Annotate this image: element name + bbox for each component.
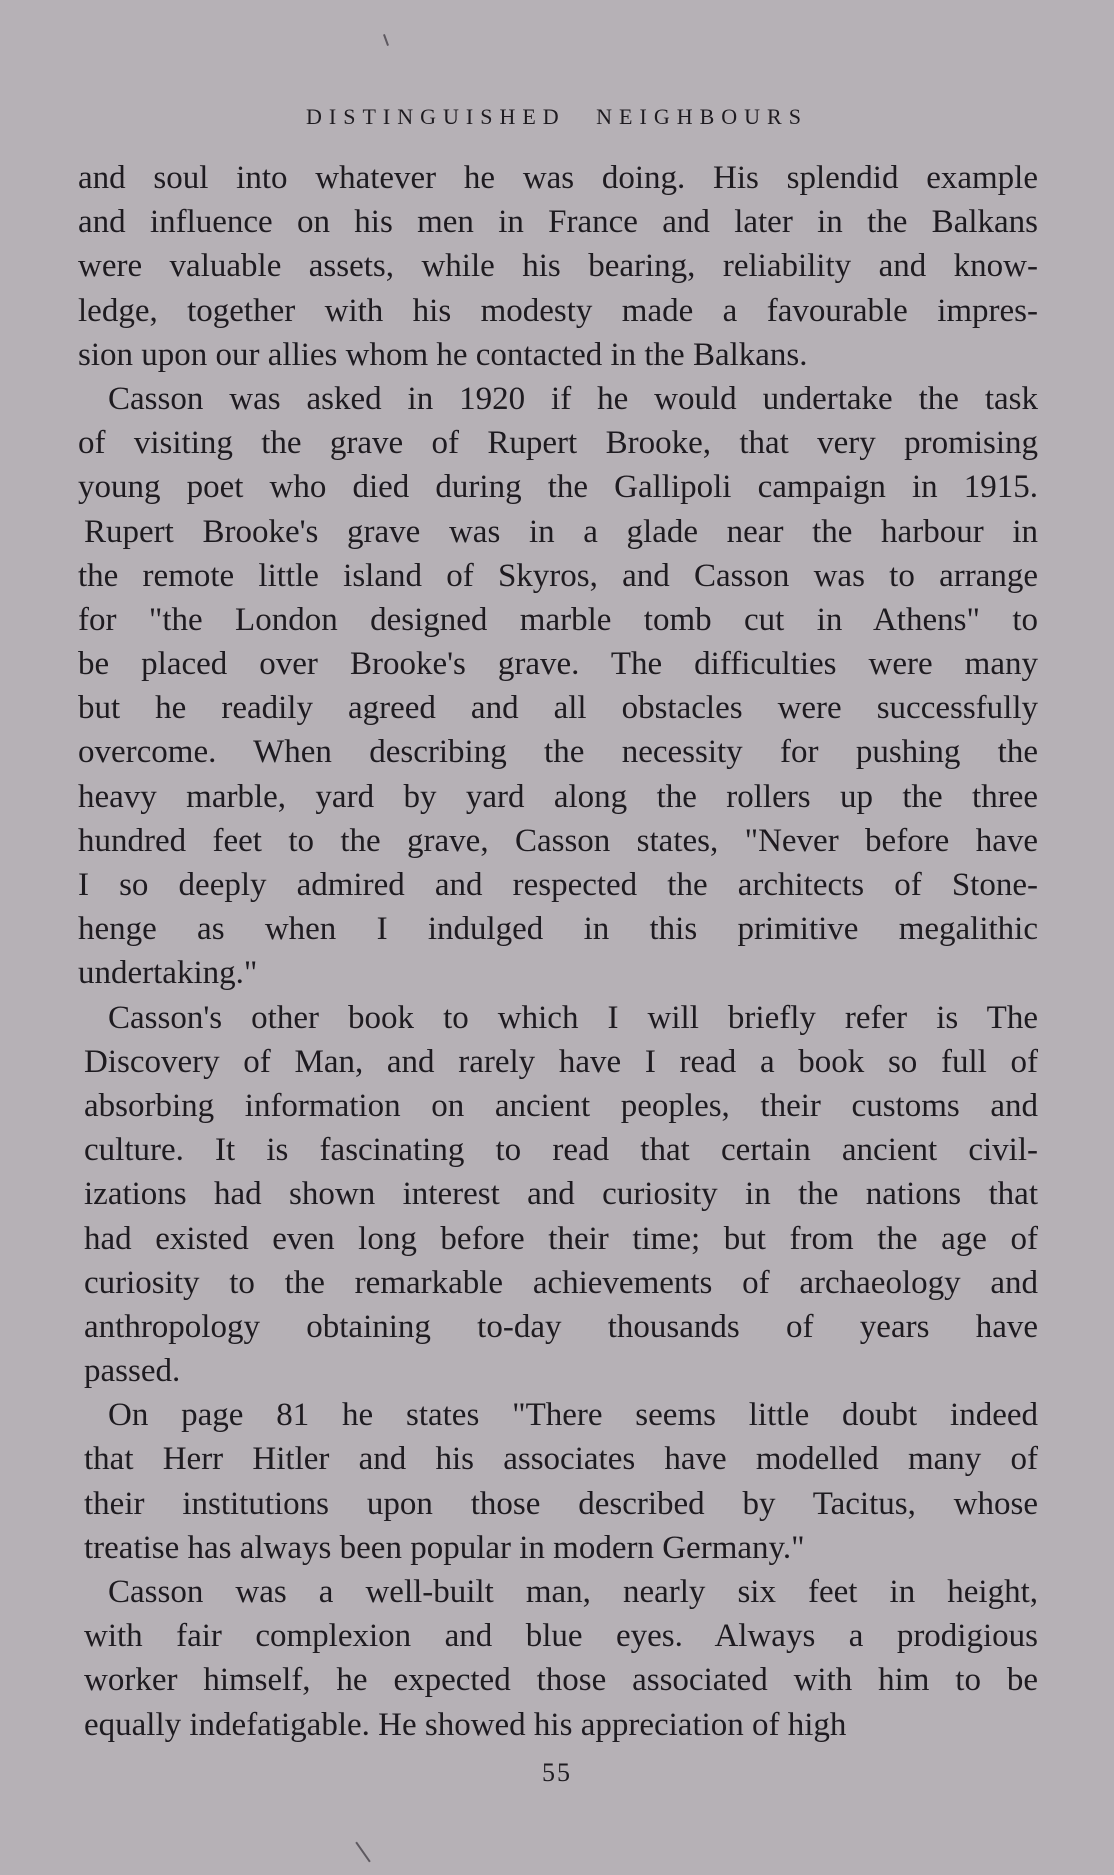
text-line: sion upon our allies whom he contacted in the Balkans. [78,336,808,373]
text-line: treatise has always been popular in modern Germany." [84,1529,805,1566]
text-line: Casson was asked in 1920 if he would undertake the task [108,380,1038,417]
text-line: undertaking." [78,955,258,992]
text-line: young poet who died during the Gallipoli campaign in 1915. [78,469,1038,506]
text-line: culture. It is fascinating to read that certain ancient civil- [84,1132,1038,1169]
text-line: the remote little island of Skyros, and Casson was to arrange [78,557,1038,594]
text-line: ledge, together with his modesty made a favourable impres- [78,292,1038,329]
text-line: Discovery of Man, and rarely have I read a book so full of [84,1043,1038,1080]
text-line: of visiting the grave of Rupert Brooke, that very promising [78,425,1038,462]
text-line: curiosity to the remarkable achievements of archaeology and [84,1264,1038,1301]
text-line: On page 81 he states "There seems little doubt indeed [108,1397,1038,1434]
text-line: and influence on his men in France and later in the Balkans [78,204,1038,241]
text-line: and soul into whatever he was doing. His splendid example [78,160,1038,196]
text-line: be placed over Brooke's grave. The difficulties were many [78,646,1038,683]
text-line: their institutions upon those described by Tacitus, whose [84,1485,1038,1522]
text-line: Casson's other book to which I will briefly refer is The [108,999,1038,1036]
text-line: for "the London designed marble tomb cut in Athens" to [78,601,1038,638]
text-line: heavy marble, yard by yard along the rollers up the three [78,778,1038,815]
text-line: izations had shown interest and curiosity in the nations that [84,1176,1038,1213]
text-line: Casson was a well-built man, nearly six feet in height, [108,1574,1038,1610]
text-line: were valuable assets, while his bearing, reliability and know- [78,248,1038,285]
text-line: I so deeply admired and respected the architects of Stone- [78,867,1038,903]
page-mark [355,1842,370,1863]
text-line: anthropology obtaining to-day thousands of years have [84,1308,1038,1345]
text-line: with fair complexion and blue eyes. Always a prodigious [84,1618,1038,1655]
text-line: absorbing information on ancient peoples, their customs and [84,1087,1038,1124]
page-number: 55 [542,1758,572,1787]
text-line: equally indefatigable. He showed his appreciation of high [84,1706,847,1743]
text-line: Rupert Brooke's grave was in a glade near the harbour in [84,513,1038,550]
text-line: that Herr Hitler and his associates have modelled many of [84,1441,1038,1478]
body-text [78,156,1038,1747]
text-line: but he readily agreed and all obstacles were successfully [78,690,1038,727]
text-line: henge as when I indulged in this primitive megalithic [78,911,1038,948]
page-mark [383,34,389,46]
text-line: passed. [84,1353,181,1390]
text-line: worker himself, he expected those associated with him to be [84,1662,1038,1699]
text-line: overcome. When describing the necessity for pushing the [78,734,1038,771]
running-head: DISTINGUISHED NEIGHBOURS [306,104,808,129]
text-line: hundred feet to the grave, Casson states, "Never before have [78,822,1038,859]
text-line: had existed even long before their time; but from the age of [84,1220,1038,1257]
